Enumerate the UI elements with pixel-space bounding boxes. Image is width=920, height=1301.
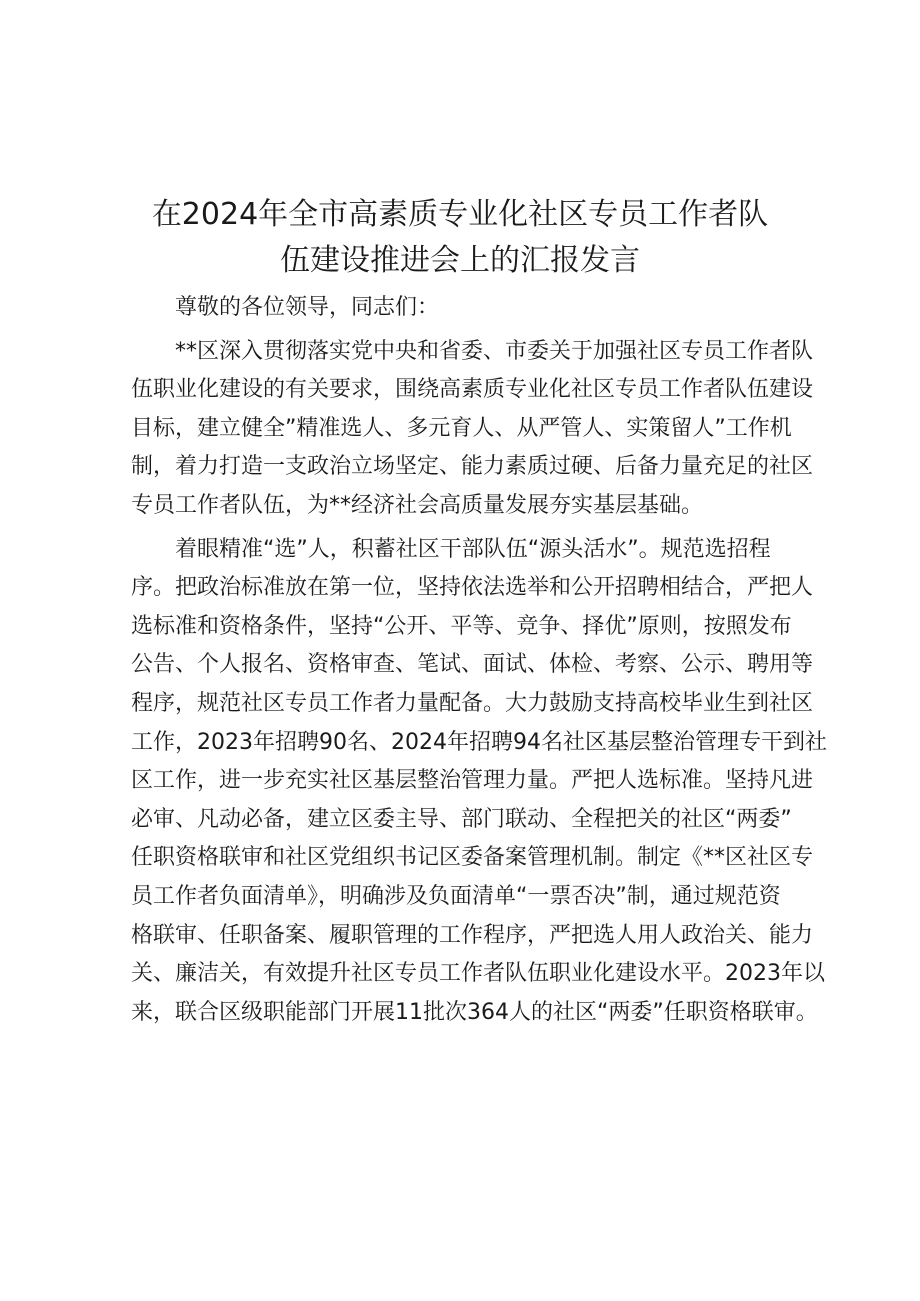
document-title (120, 192, 800, 284)
paragraph-line: 着眼精准“选”人，积蓄社区干部队伍“源头活水”。规范选招程 (175, 536, 771, 562)
paragraph-line: 必审、凡动必备，建立区委主导、部门联动、全程把关的社区“两委” (131, 806, 792, 832)
paragraph-line: 工作，2023年招聘90名、2024年招聘94名社区基层整治管理专干到社 (131, 729, 827, 755)
paragraph-line: 关、廉洁关，有效提升社区专员工作者队伍职业化建设水平。2023年以 (131, 961, 825, 987)
paragraph-line: 制，着力打造一支政治立场坚定、能力素质过硬、后备力量充足的社区 (131, 454, 814, 480)
paragraph-line: 区工作，进一步充实社区基层整治管理力量。严把人选标准。坚持凡进 (131, 768, 814, 794)
paragraph-2 (131, 531, 827, 1033)
paragraph-line: **区深入贯彻落实党中央和省委、市委关于加强社区专员工作者队 (175, 338, 814, 364)
title-line-1: 在2024年全市高素质专业化社区专员工作者队 (151, 197, 769, 232)
paragraph-line: 选标准和资格条件，坚持“公开、平等、竞争、择优”原则，按照发布 (131, 613, 792, 639)
paragraph-line: 公告、个人报名、资格审查、笔试、面试、体检、考察、公示、聘用等 (131, 652, 814, 678)
paragraph-line: 格联审、任职备案、履职管理的工作程序，严把选人用人政治关、能力 (131, 922, 814, 948)
paragraph-line: 专员工作者队伍，为**经济社会高质量发展夯实基层基础。 (131, 492, 704, 518)
paragraph-line: 序。把政治标准放在第一位，坚持依法选举和公开招聘相结合，严把人 (131, 575, 814, 601)
document-body (131, 289, 827, 1032)
paragraph-line: 目标，建立健全”精准选人、多元育人、从严管人、实策留人”工作机 (131, 415, 792, 441)
paragraph-1 (131, 333, 814, 526)
paragraph-line: 来，联合区级职能部门开展11批次364人的社区“两委”任职资格联审。 (131, 999, 818, 1025)
paragraph-line: 员工作者负面清单》，明确涉及负面清单“一票否决”制，通过规范资 (131, 883, 781, 909)
title-line-2: 伍建设推进会上的汇报发言 (280, 243, 640, 278)
paragraph-line: 伍职业化建设的有关要求，围绕高素质专业化社区专员工作者队伍建设 (131, 377, 814, 403)
salutation: 尊敬的各位领导，同志们： (175, 295, 440, 320)
paragraph-line: 程序，规范社区专员工作者力量配备。大力鼓励支持高校毕业生到社区 (131, 690, 814, 716)
paragraph-line: 任职资格联审和社区党组织书记区委备案管理机制。制定《**区社区专 (131, 845, 814, 871)
